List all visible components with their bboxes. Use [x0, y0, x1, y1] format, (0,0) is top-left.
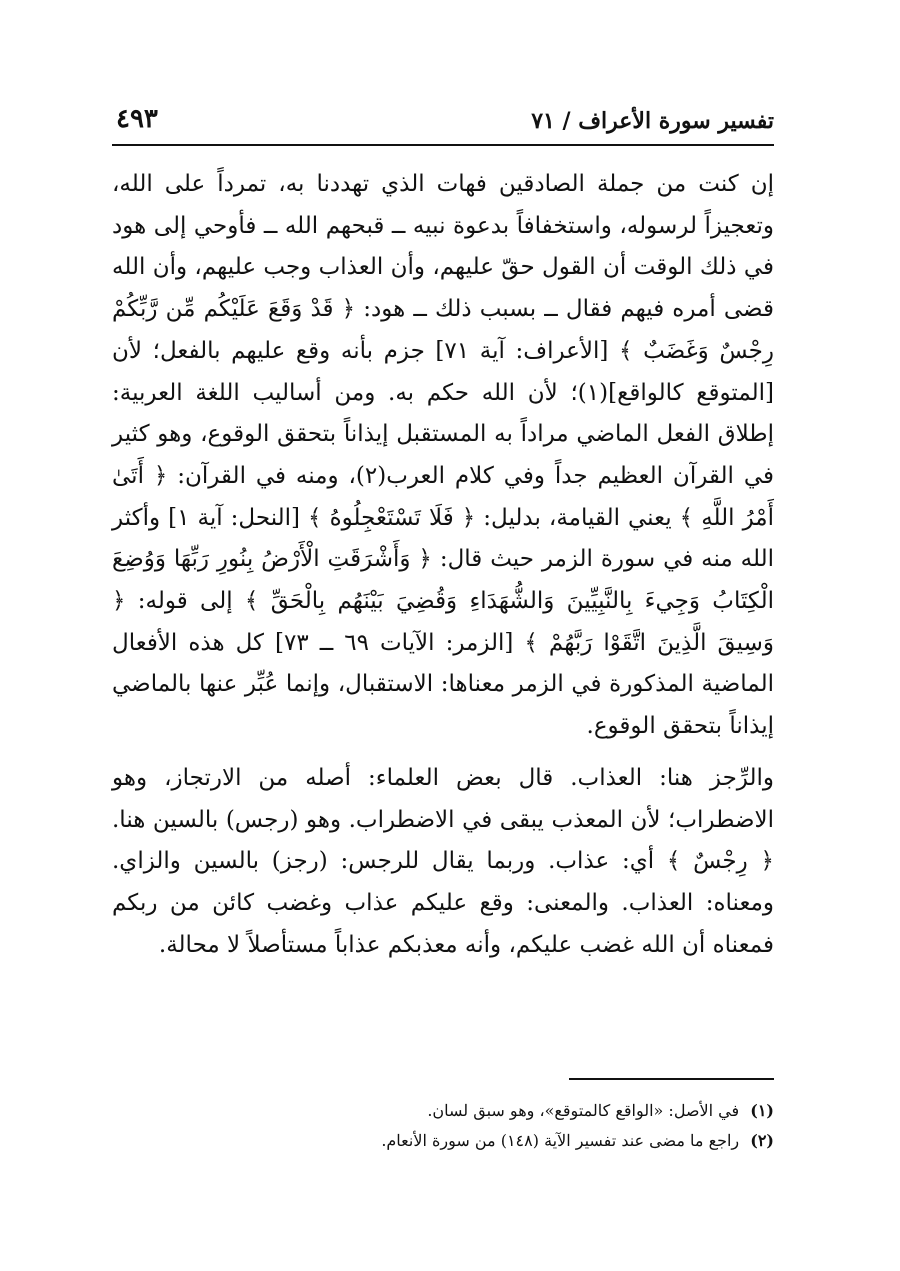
footnote-separator	[569, 1078, 774, 1080]
footnote-number: (١)	[750, 1101, 774, 1120]
footnote	[112, 1126, 774, 1156]
page-number: ٤٩٣	[116, 104, 158, 134]
footnote-text: راجع ما مضى عند تفسير الآية (١٤٨) من سورة الأنعام.	[381, 1131, 740, 1150]
footnote-number: (٢)	[750, 1131, 774, 1150]
book-page	[112, 100, 774, 1230]
paragraph: إن كنت من جملة الصادقين فهات الذي تهددنا به، تمرداً على الله، وتعجيزاً لرسوله، واستخفافاً بدعوة نبيه ــ قبحهم الله ــ فأوحي إلى هود في ذلك الوقت أن القول حقّ عليهم، وأن العذاب وجب عليهم، وأن الله قضى أمره فيهم فقال ــ بسبب ذلك ــ هود: ﴿ قَدْ وَقَعَ عَلَيْكُم مِّن رَّبِّكُمْ رِجْسٌ وَغَضَبٌ ﴾ [الأعراف: آية ٧١] جزم بأنه وقع عليهم بالفعل؛ لأن [المتوقع كالواقع](١)؛ لأن الله حكم به. ومن أساليب اللغة العربية: إطلاق الفعل الماضي مراداً به المستقبل إيذاناً بتحقق الوقوع، وهو كثير في القرآن العظيم جداً وفي كلام العرب(٢)، ومنه في القرآن: ﴿ أَتَىٰ أَمْرُ اللَّهِ ﴾ يعني القيامة، بدليل: ﴿ فَلَا تَسْتَعْجِلُوهُ ﴾ [النحل: آية ١] وأكثر الله منه في سورة الزمر حيث قال: ﴿ وَأَشْرَقَتِ الْأَرْضُ بِنُورِ رَبِّهَا وَوُضِعَ الْكِتَابُ وَجِيءَ بِالنَّبِيِّينَ وَالشُّهَدَاءِ وَقُضِيَ بَيْنَهُم بِالْحَقِّ ﴾ إلى قوله: ﴿ وَسِيقَ الَّذِينَ اتَّقَوْا رَبَّهُمْ ﴾ [الزمر: الآيات ٦٩ ــ ٧٣] كل هذه الأفعال الماضية المذكورة في الزمر معناها: الاستقبال، وإنما عُبِّر عنها بالماضي إيذاناً بتحقق الوقوع.	[112, 171, 775, 740]
running-title: تفسير سورة الأعراف / ٧١	[531, 108, 774, 134]
footnote-text: في الأصل: «الواقع كالمتوقع»، وهو سبق لسان.	[427, 1101, 740, 1120]
paragraph: والرِّجز هنا: العذاب. قال بعض العلماء: أصله من الارتجاز، وهو الاضطراب؛ لأن المعذب يبقى في الاضطراب. وهو (رجس) بالسين هنا. ﴿ رِجْسٌ ﴾ أي: عذاب. وربما يقال للرجس: (رجز) بالسين والزاي. ومعناه: العذاب. والمعنى: وقع عليكم عذاب وغضب كائن من ربكم فمعناه أن الله غضب عليكم، وأنه معذبكم عذاباً مستأصلاً لا محالة.	[112, 764, 774, 958]
page-header	[112, 100, 774, 146]
main-text	[112, 164, 774, 966]
footnotes	[112, 1078, 774, 1156]
footnote	[112, 1096, 774, 1126]
